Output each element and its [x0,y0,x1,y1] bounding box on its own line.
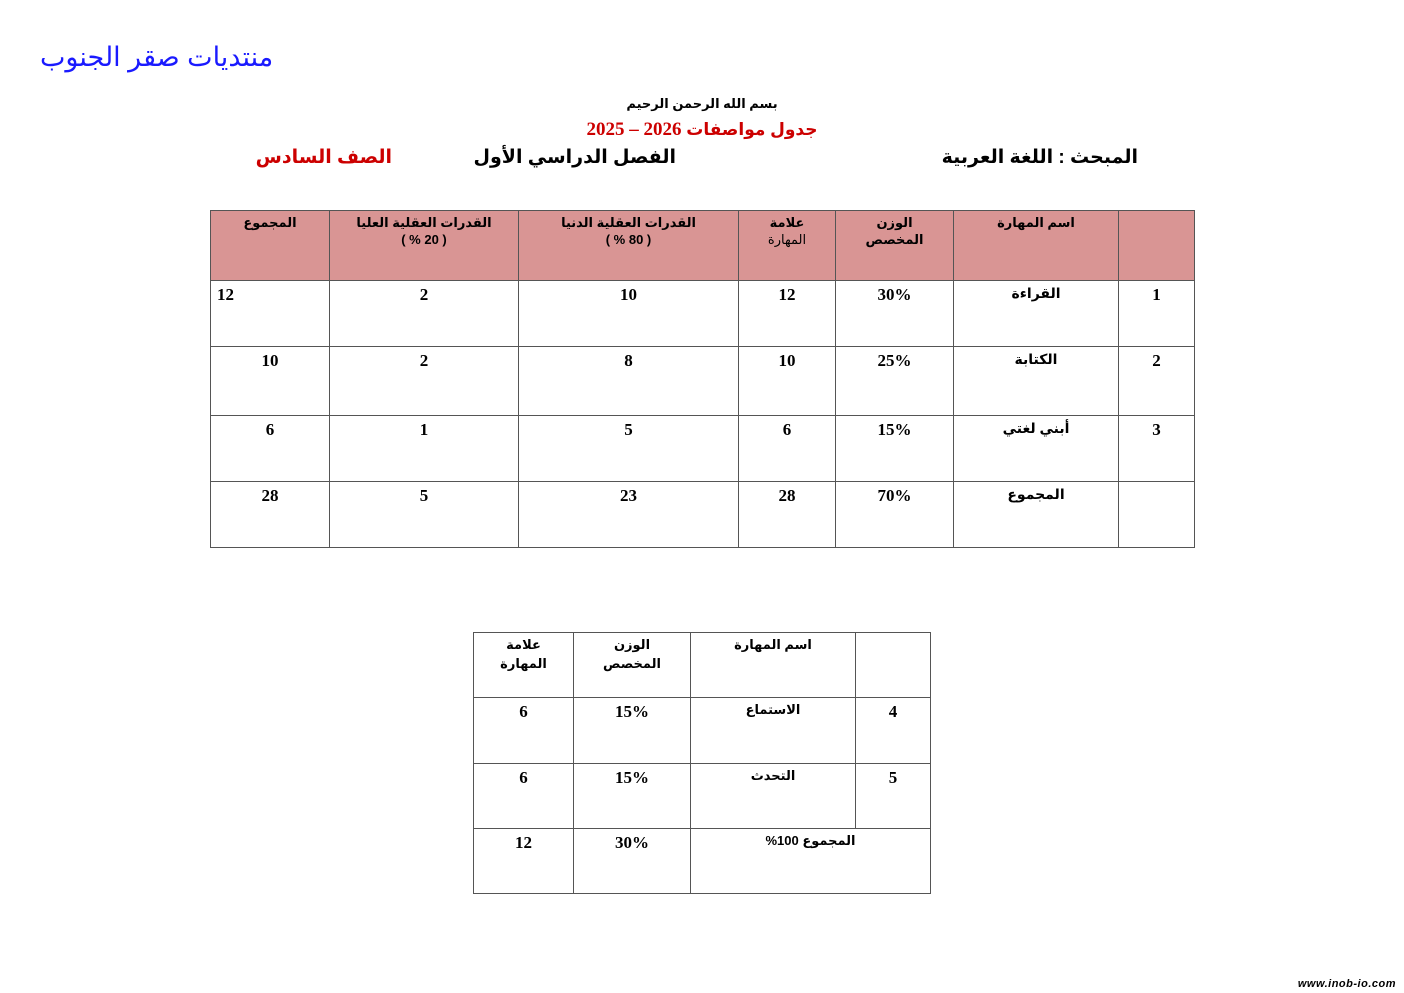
header-higher-abilities [330,211,519,281]
row-weight: 15% [836,416,954,482]
row-lower: 23 [519,482,739,548]
row-lower: 5 [519,416,739,482]
row-total: 10 [211,347,330,416]
header-higher-line1: القدرات العقلية العليا [356,215,492,230]
row-index: 1 [1119,281,1195,347]
footer-url: www.inob-io.com [1297,978,1396,990]
header-lower-abilities [519,211,739,281]
header-weight-line1: الوزن [876,215,913,230]
total-weight: 30% [574,829,691,894]
header-mark-line2: المهارة [500,656,547,671]
row-weight: 70% [836,482,954,548]
row-higher: 2 [330,281,519,347]
row-weight: 15% [574,698,691,764]
header-skill-name: اسم المهارة [954,211,1119,281]
specification-title [0,119,1404,141]
header-mark-line1: علامة [769,215,805,230]
row-mark: 10 [739,347,836,416]
forum-title: منتديات صقر الجنوب [40,42,274,72]
row-mark: 6 [474,698,574,764]
row-mark: 12 [739,281,836,347]
table-total-row [211,482,1195,548]
row-total: 6 [211,416,330,482]
semester-label: الفصل الدراسي الأول [473,147,676,168]
row-mark: 6 [739,416,836,482]
row-index: 2 [1119,347,1195,416]
header-weight-line1: الوزن [613,637,651,652]
row-higher: 5 [330,482,519,548]
row-skill: القراءة [954,281,1119,347]
header-mark-line1: علامة [506,637,541,652]
table-header-row [474,633,931,698]
row-weight: 25% [836,347,954,416]
table-row [474,764,931,829]
basmala: بسم الله الرحمن الرحيم [626,96,778,111]
header-weight [836,211,954,281]
specification-table [210,210,1195,548]
row-index: 5 [856,764,931,829]
header-weight [574,633,691,698]
row-lower: 8 [519,347,739,416]
row-index: 3 [1119,416,1195,482]
row-skill: التحدث [691,764,856,829]
header-index [856,633,931,698]
total-mark: 12 [474,829,574,894]
table-row [211,281,1195,347]
row-total: 28 [211,482,330,548]
header-weight-line2: المخصص [603,656,661,671]
row-skill: الاستماع [691,698,856,764]
row-mark: 6 [474,764,574,829]
oral-skills-table [473,632,931,894]
header-index [1119,211,1195,281]
table-total-row [474,829,931,894]
row-skill: أبني لغتي [954,416,1119,482]
spec-title-label: جدول مواصفات [686,120,818,139]
row-skill: المجموع [954,482,1119,548]
row-mark: 28 [739,482,836,548]
header-lower-line2: ( 80 % ) [605,232,652,247]
total-label: المجموع 100% [691,829,931,894]
subject-label: المبحث : اللغة العربية [941,147,1138,168]
table-row [474,698,931,764]
row-weight: 15% [574,764,691,829]
header-higher-line2: ( 20 % ) [401,232,447,247]
row-higher: 2 [330,347,519,416]
header-lower-line1: القدرات العقلية الدنيا [561,215,696,230]
header-skill-mark [739,211,836,281]
header-total: المجموع [211,211,330,281]
header-skill-name: اسم المهارة [691,633,856,698]
table-header-row [211,211,1195,281]
row-index [1119,482,1195,548]
spec-title-years: 2025 – 2026 [586,119,682,140]
row-lower: 10 [519,281,739,347]
table-row [211,416,1195,482]
header-skill-mark [474,633,574,698]
grade-label: الصف السادس [255,147,392,168]
row-higher: 1 [330,416,519,482]
table-row [211,347,1195,416]
row-index: 4 [856,698,931,764]
header-weight-line2: المخصص [865,232,924,247]
row-skill: الكتابة [954,347,1119,416]
row-total: 12 [211,281,330,347]
row-weight: 30% [836,281,954,347]
header-mark-line2: المهارة [767,232,807,247]
